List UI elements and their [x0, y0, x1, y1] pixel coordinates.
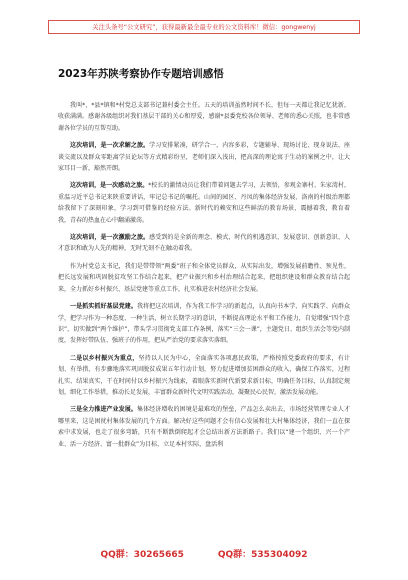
paragraph-text: 作为村党总支书记，我们是带带领“两委”班子和全体党员群众，从实际出发，增强发展前瞻性、预见性，把长远发展和巩固脱贫攻坚工作结合起来，把产业振兴和乡村治理结合起来，把组织建设和群众教育结合起来，全力抓好乡村振兴、基层党建等重点工作，扎实推进农村经济社会发展。	[58, 262, 350, 293]
paragraph-4	[58, 232, 350, 255]
footer-qq-group-2: QQ群：535304092	[217, 550, 308, 560]
paragraph-text: 集体经济增收的困境是最难攻的堡垒，产品怎么卖出去，市场经营管理专业人才哪里来，这是困扰村集体发展的几个方面。解决好这些问题才会有信心发展和壮大村集体经济，我们一直在探索中求发展，也走了很多弯路，只有不断跌倒爬起才会总结出新方法新路子。我们以“建一个组织、兴一个产业、活一方经济、富一批群众”为目标，立足本村实际，盘活利	[58, 406, 350, 448]
paragraph-lead: 一是抓实抓好基层党建。	[70, 303, 137, 311]
paragraph-lead: 这次培训，是一次求解之旅。	[70, 142, 150, 150]
document-title: 2023年苏陕考察协作专题培训感悟	[58, 68, 224, 80]
paragraph-7	[58, 353, 350, 399]
paragraph-2	[58, 140, 350, 174]
paragraph-text: 坚持以人民为中心，全面落实各项惠民政策，严格按照党委政府的要求，有计划、有举措、有步骤地落实巩固脱贫成果五年行动计划，努力促进增加贫困群众的收入，确保工作落实，过程扎实、结果真实，干在时间付以乡村振兴为线索，着眼落实新时代新要求新目标，明确任务目标，认真制定规划，细化工作举措，推动长足发展，丰富群众新时代文明实践活动，凝聚民心民智，激活发展动能。	[58, 354, 350, 396]
paragraph-5	[58, 261, 350, 295]
paragraph-lead: 这次培训，是一次感动之旅。	[70, 182, 149, 190]
footer-qq-group-1: QQ群：30265665	[100, 550, 184, 560]
paragraph-3	[58, 180, 350, 226]
footer-contact	[0, 547, 408, 560]
paragraph-text: 我将把这次培训，作为我工作学习的新起点，认真向书本学、向实践学、向群众学，把学习作为一种态度、一种生活，树立长期学习的意识，不断提高理论水平和工作能力，自觉增强“四个意识”，切实做到“两个维护”，带头学习贯彻党支部工作条例，落实“三会一课”，主题党日、组织生活会等党内制度，发挥好带队伍、强班子的作用，把从严治党的要求落实落细。	[58, 303, 350, 345]
paragraph-text: 学习安排紧凑，研学合一，内容多彩，专题辅导、现场讨论、现身说法、座谈交流以及群众零距离学员论坛等方式精彩纷呈，老师们深入浅出，把高深的理论寓于生动的案例之中，让大家耳目一新，豁然开朗。	[58, 142, 350, 173]
paragraph-8	[58, 404, 350, 450]
paragraph-1	[58, 100, 350, 134]
paragraph-lead: 三是全力推进产业发展。	[70, 406, 137, 414]
document-body	[58, 100, 350, 456]
paragraph-text: *校长的激情动员让我们带着问题去学习，去领悟，参观金寨村、朱家湾村，重温习近平总书记来陕重要讲话，牢记总书记的嘱托。山间的园区、丹凤的集体经济发展、洛南的村级治理都给我留下了深刻印象，学习到可借鉴的经验方法。新时代的赖安和这些鲜活的教育场景，震撼着我，教育着我，青春的热血在心中翻涌激荡。	[58, 182, 350, 224]
paragraph-lead: 二是以乡村振兴为重点，	[70, 354, 139, 362]
paragraph-text: 我叫*，*县*镇和*村党总支部书记兼村委会主任。五天的培训虽然时间不长，但每一天都让我记忆犹新，收获满满。感谢各级组织对我们基层干部的关心和厚爱，感谢*县委党校各位领导、老师的悉心关照，也非常感谢各位学员的互帮互助。	[58, 102, 350, 132]
paragraph-text: 感受到的是全新的理念、模式，时代的机遇意识、发展意识、创新意识、人才意识和敢为人先的精神，无时无刻不在触动着我。	[58, 234, 350, 253]
paragraph-6	[58, 301, 350, 347]
paragraph-lead: 这次培训，是一次激励之旅。	[70, 234, 150, 242]
header-banner: 关注头条号“公文研究”，获得最新最全最专业的公文资料库！微信：gongwenyj	[48, 20, 360, 34]
